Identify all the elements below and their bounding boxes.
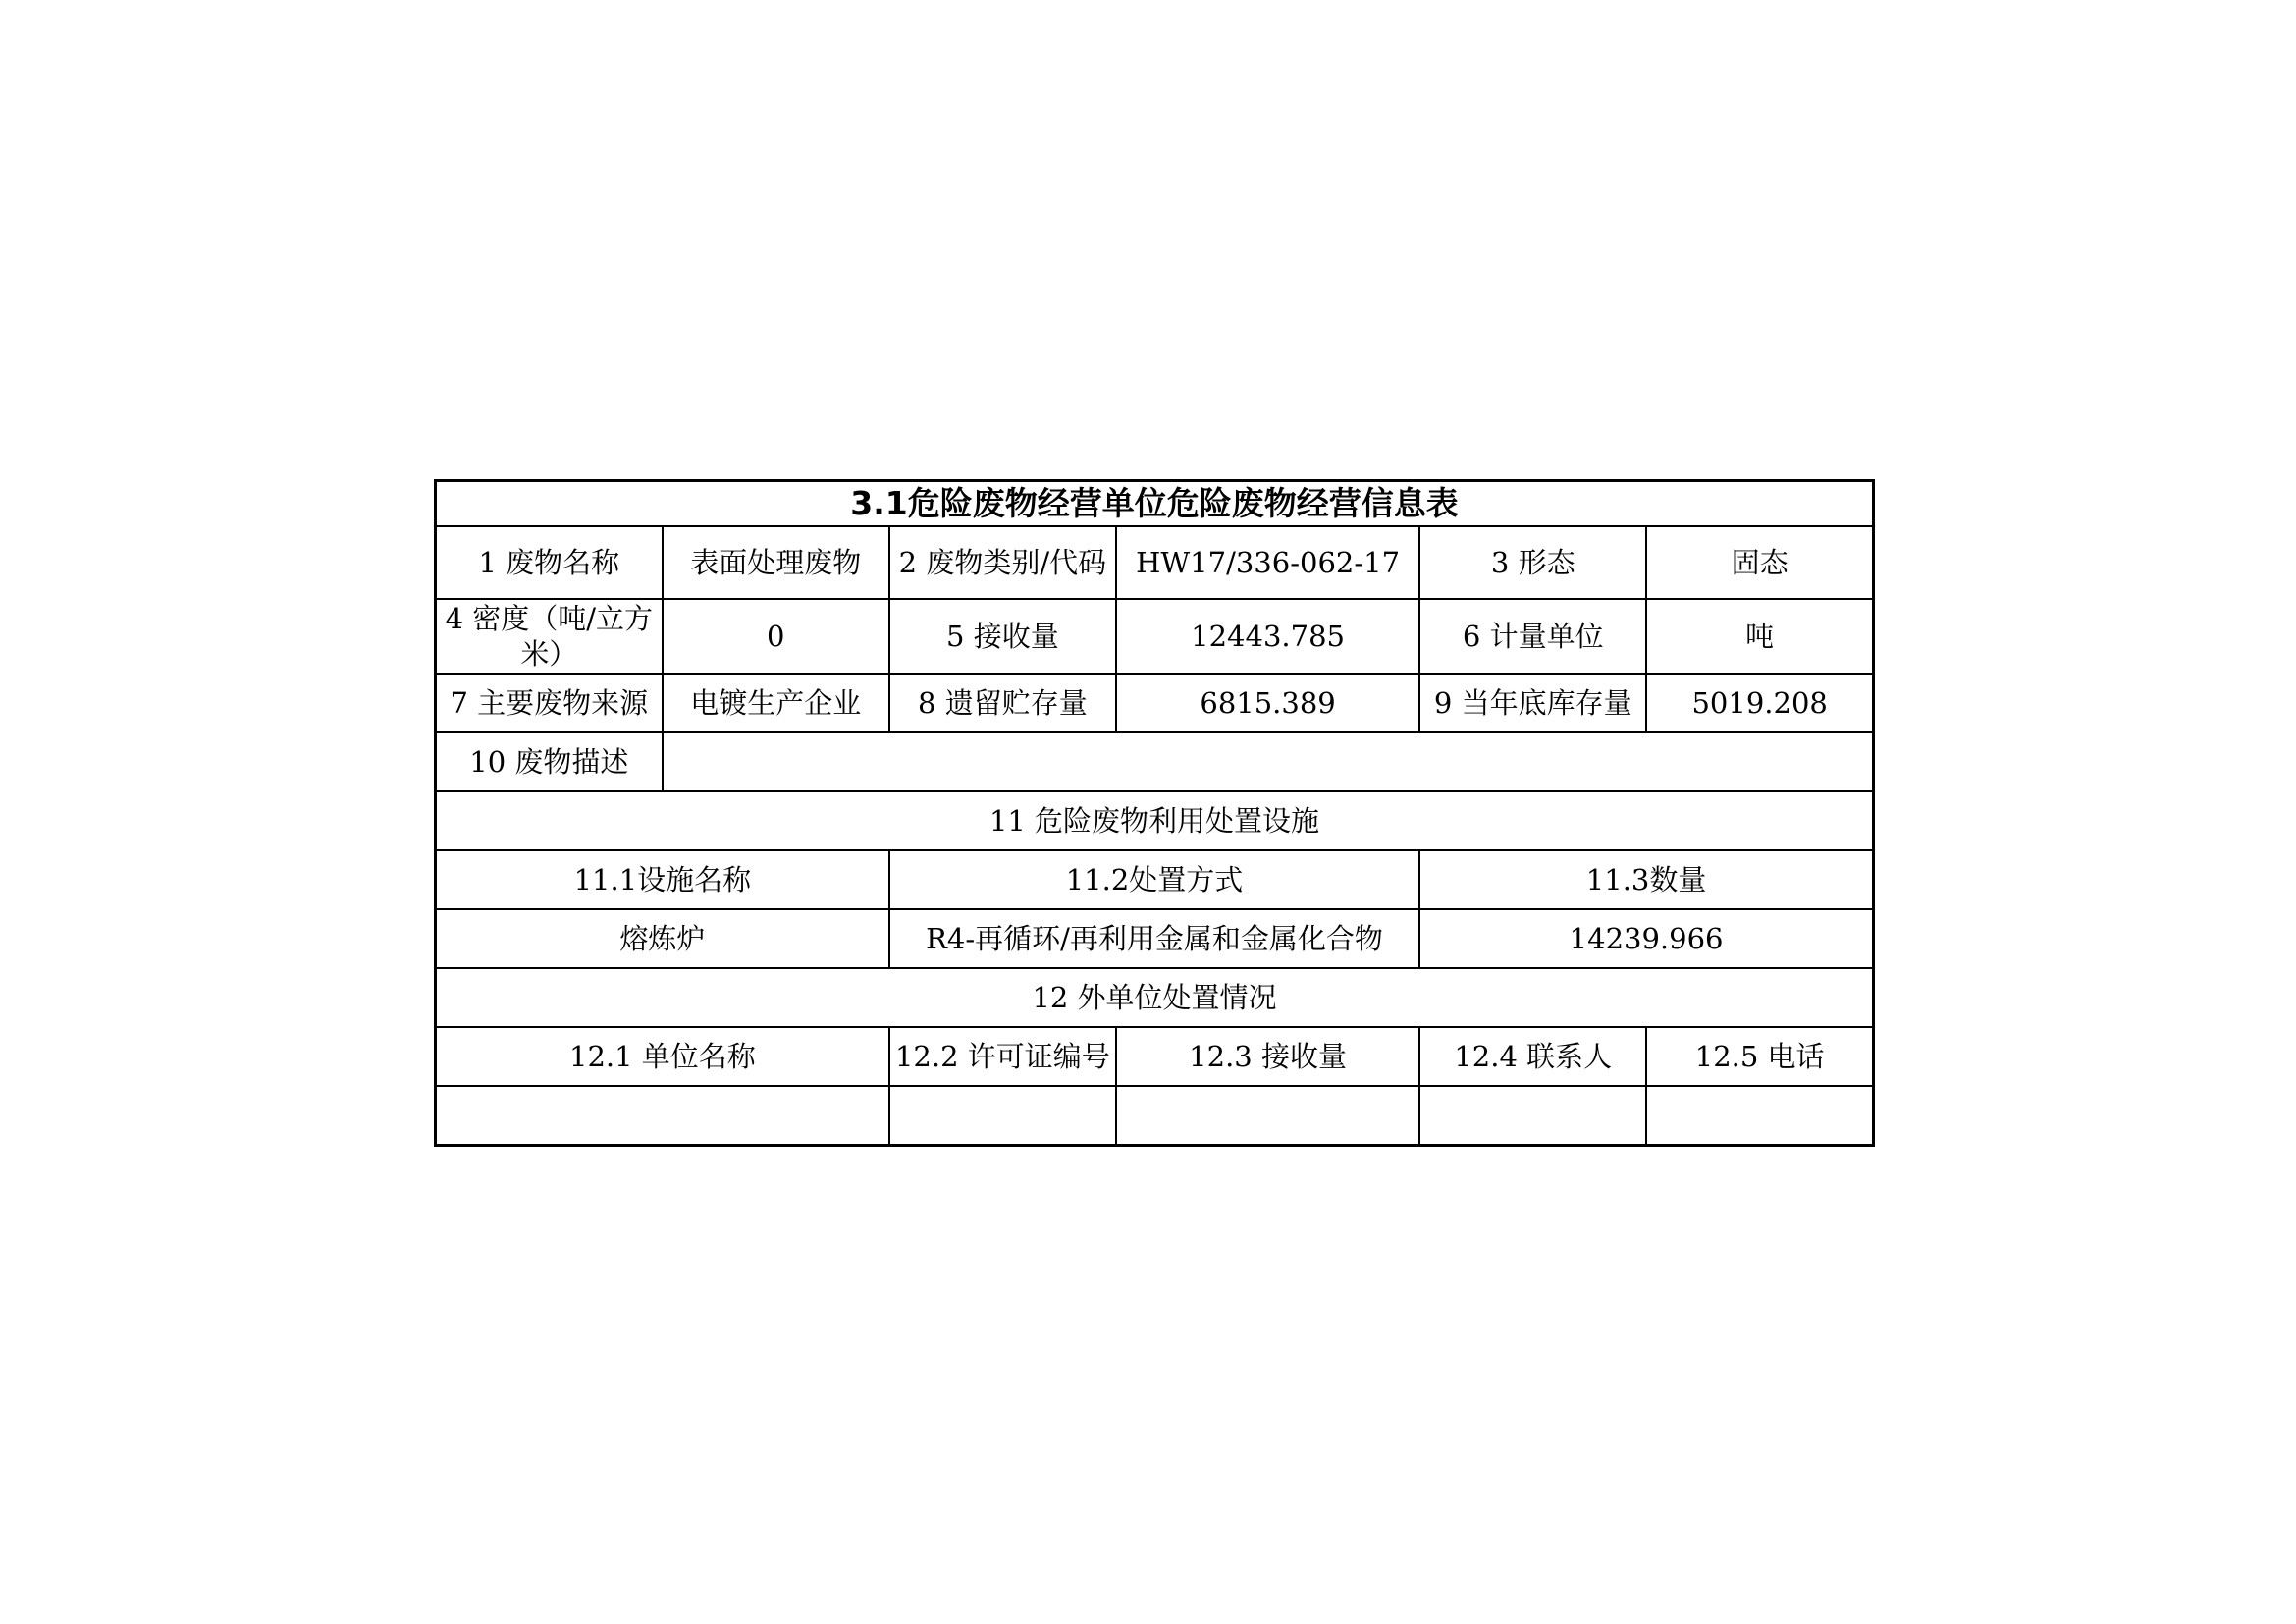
received-header: 12.3 接收量	[1116, 1027, 1419, 1086]
quantity-cell: 14239.966	[1419, 909, 1873, 968]
waste-name-label: 1 废物名称	[436, 526, 663, 599]
phone-header: 12.5 电话	[1646, 1027, 1873, 1086]
disposal-method-cell: R4-再循环/再利用金属和金属化合物	[889, 909, 1419, 968]
received-amount-value: 12443.785	[1116, 599, 1419, 674]
form-state-label: 3 形态	[1419, 526, 1646, 599]
disposal-method-header: 11.2处置方式	[889, 850, 1419, 909]
section-11-heading: 11 危险废物利用处置设施	[436, 791, 1874, 850]
waste-description-value	[663, 732, 1874, 791]
waste-info-table	[434, 479, 1875, 1147]
year-end-stock-label: 9 当年底库存量	[1419, 674, 1646, 732]
facility-name-cell: 熔炼炉	[436, 909, 889, 968]
density-value: 0	[663, 599, 889, 674]
density-label: 4 密度（吨/立方米）	[436, 599, 663, 674]
table-title: 3.1危险废物经营单位危险废物经营信息表	[436, 481, 1874, 527]
waste-name-value: 表面处理废物	[663, 526, 889, 599]
unit-label: 6 计量单位	[1419, 599, 1646, 674]
legacy-storage-value: 6815.389	[1116, 674, 1419, 732]
unit-name-cell	[436, 1086, 889, 1146]
license-number-cell	[889, 1086, 1116, 1146]
received-cell	[1116, 1086, 1419, 1146]
contact-cell	[1419, 1086, 1646, 1146]
quantity-header: 11.3数量	[1419, 850, 1873, 909]
received-amount-label: 5 接收量	[889, 599, 1116, 674]
waste-description-label: 10 废物描述	[436, 732, 663, 791]
form-state-value: 固态	[1646, 526, 1873, 599]
legacy-storage-label: 8 遗留贮存量	[889, 674, 1116, 732]
license-number-header: 12.2 许可证编号	[889, 1027, 1116, 1086]
contact-header: 12.4 联系人	[1419, 1027, 1646, 1086]
year-end-stock-value: 5019.208	[1646, 674, 1873, 732]
waste-category-label: 2 废物类别/代码	[889, 526, 1116, 599]
waste-source-label: 7 主要废物来源	[436, 674, 663, 732]
phone-cell	[1646, 1086, 1873, 1146]
waste-source-value: 电镀生产企业	[663, 674, 889, 732]
unit-value: 吨	[1646, 599, 1873, 674]
section-12-heading: 12 外单位处置情况	[436, 968, 1874, 1027]
waste-category-value: HW17/336-062-17	[1116, 526, 1419, 599]
facility-name-header: 11.1设施名称	[436, 850, 889, 909]
unit-name-header: 12.1 单位名称	[436, 1027, 889, 1086]
